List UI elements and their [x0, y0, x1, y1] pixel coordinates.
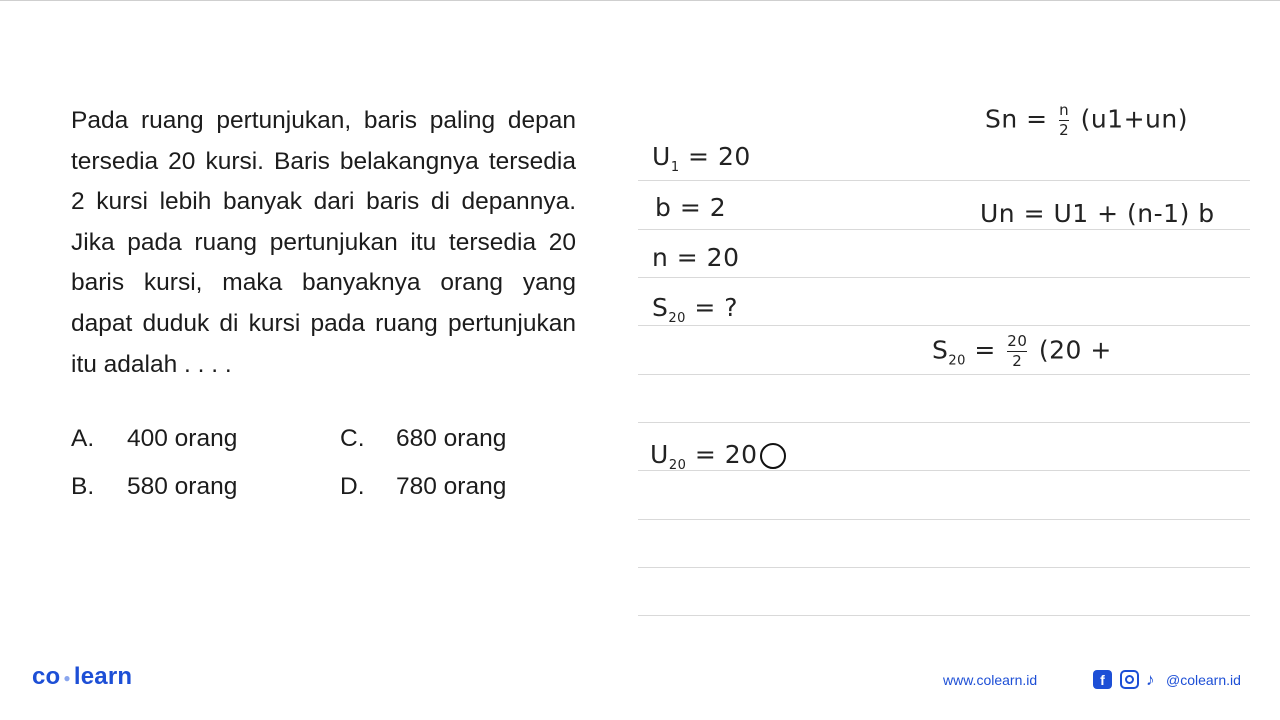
option-c [340, 425, 506, 453]
option-letter: C. [340, 425, 365, 452]
ruled-line [638, 567, 1250, 568]
colearn-logo: co ● learn [32, 663, 133, 690]
facebook-icon: f [1093, 670, 1112, 689]
ruled-line [638, 615, 1250, 616]
tiktok-icon: ♪ [1146, 670, 1155, 689]
social-handle: @colearn.id [1166, 672, 1241, 688]
option-text: 680 orang [396, 425, 507, 452]
option-text: 400 orang [127, 425, 238, 452]
option-letter: A. [71, 425, 95, 452]
instagram-icon [1120, 670, 1139, 689]
option-letter: B. [71, 473, 95, 500]
b-value: b = 2 [655, 193, 727, 222]
option-letter: D. [340, 473, 365, 500]
n-value: n = 20 [652, 243, 740, 272]
option-b [71, 473, 237, 501]
pen-cursor-icon [760, 443, 786, 469]
option-d [340, 473, 506, 501]
s20-unknown: $S_{20}$ = ? [652, 293, 739, 326]
sn-formula: $Sn = \frac{n}{2} (u1+un)$ [985, 101, 1188, 139]
ruled-line [638, 277, 1250, 278]
fraction: $\frac{n}{2}$ [1059, 101, 1070, 139]
website-url: www.colearn.id [943, 672, 1038, 688]
ruled-line [638, 229, 1250, 230]
fraction: $\frac{20}{2}$ [1007, 332, 1028, 370]
option-text: 780 orang [396, 473, 507, 500]
u20-calculation: $U_{20} = 20$ [650, 440, 786, 473]
option-text: 580 orang [127, 473, 238, 500]
u1-value: $U_1 = 20$ [652, 142, 751, 175]
question-text: Pada ruang pertunjukan, baris paling depan tersedia 20 kursi. Baris belakangnya tersedia 2 kursi lebih banyak dari baris di depannya. Jika pada ruang pertunjukan itu tersedia 20 baris kursi, maka banyaknya orang yang dapat duduk di kursi pada ruang pertunjukan itu adalah . . . . [71, 107, 576, 378]
ruled-line [638, 422, 1250, 423]
ruled-line [638, 519, 1250, 520]
option-a [71, 425, 237, 453]
ruled-line [638, 180, 1250, 181]
ruled-line [638, 374, 1250, 375]
s20-calculation: $S_{20} = \frac{20}{2} (20$ + [932, 332, 1112, 370]
un-formula: Un = U1 + (n-1) b [980, 199, 1215, 228]
